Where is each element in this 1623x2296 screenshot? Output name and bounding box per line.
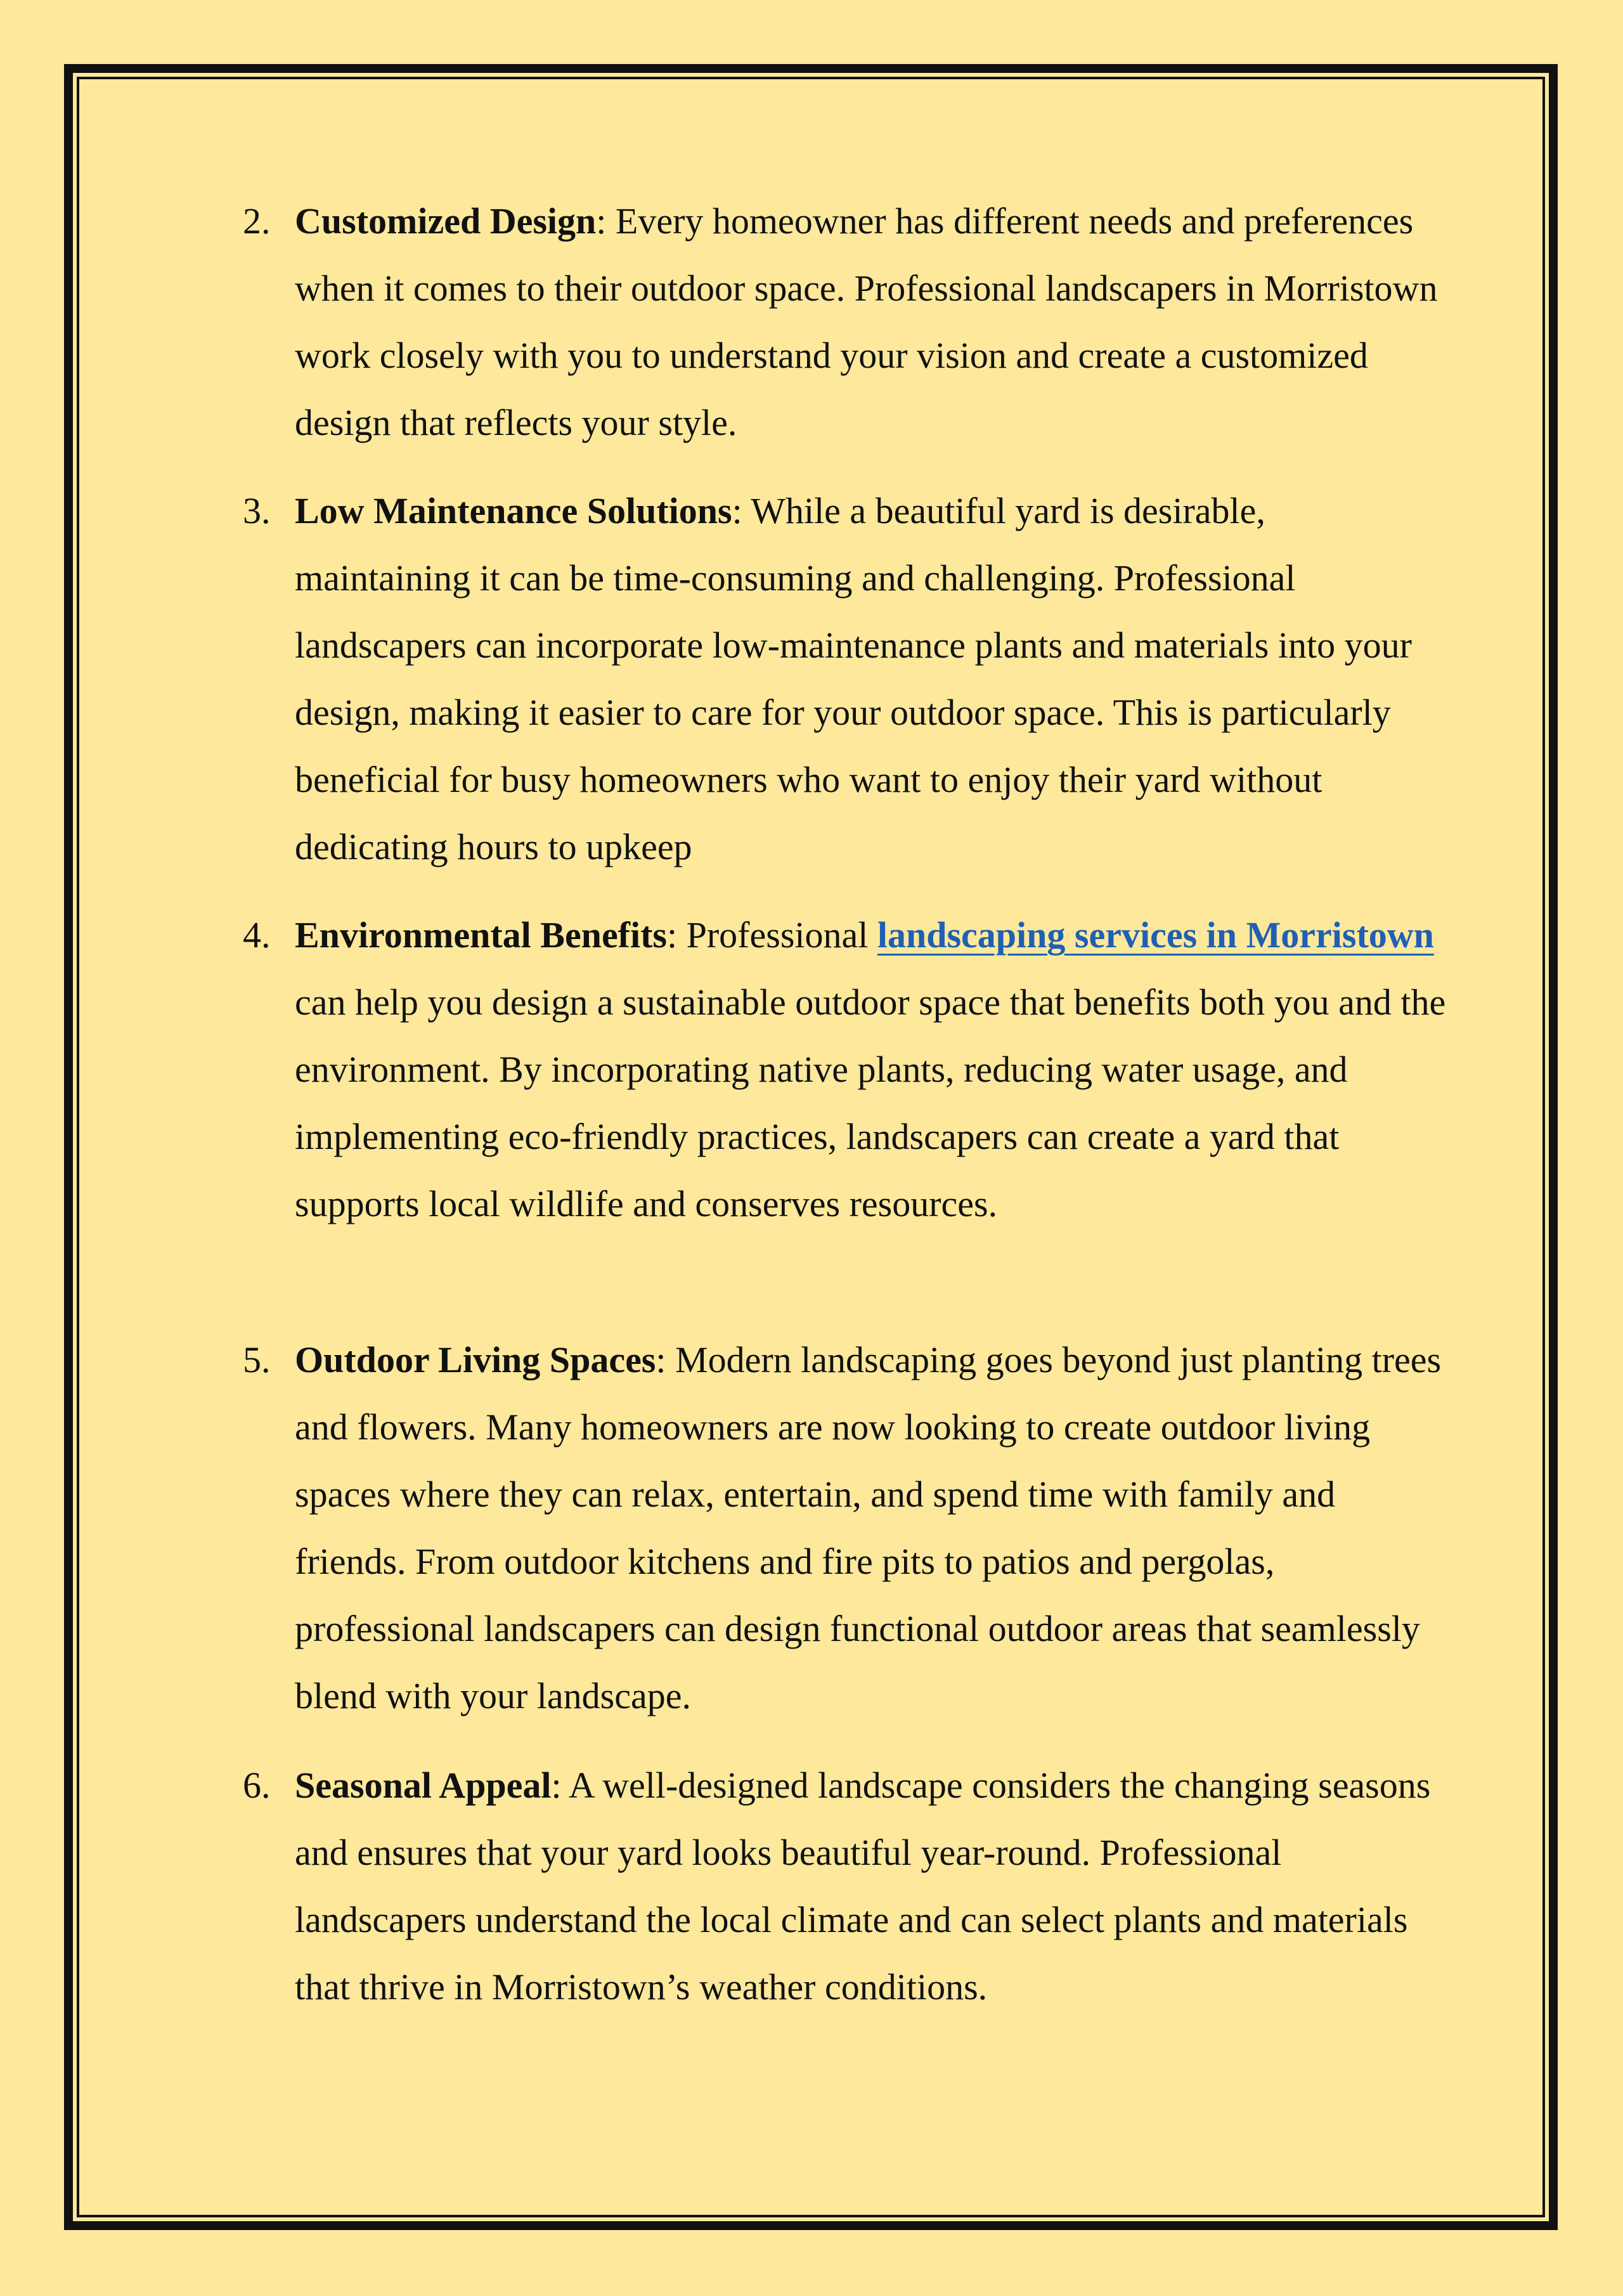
list-item-number: 4. [243,914,271,956]
list-item-environmental-benefits [243,902,1447,1238]
list-item-body: : While a beautiful yard is desirable, maintaining it can be time-consuming and challenging. Professional landscapers can incorporate low-maintenance plants and materials into your design, making it easier to care for your outdoor space. This is particularly beneficial for busy homeowners who want to enjoy their yard without dedicating hours to upkeep [295,490,1412,867]
list-item-title: Low Maintenance Solutions [295,490,732,531]
list-item-body-after-link: can help you design a sustainable outdoor space that benefits both you and the environment. By incorporating native plants, reducing water usage, and implementing eco-friendly practices, landscapers can create a yard that supports local wildlife and conserves resources. [295,982,1446,1224]
list-item-title: Environmental Benefits [295,914,667,956]
list-item-number: 6. [243,1765,271,1806]
list-item-seasonal-appeal [243,1752,1447,2021]
list-item-number: 5. [243,1339,271,1380]
list-item-customized-design [243,188,1447,457]
list-item-text [295,1326,1447,1730]
list-item-title: Customized Design [295,200,597,242]
list-item-body-before-link: : Professional [667,914,877,956]
list-item-text [295,902,1447,1238]
list-item-number: 2. [243,200,271,242]
list-item-number: 3. [243,490,271,531]
list-item-text [295,188,1447,457]
landscaping-services-link[interactable]: landscaping services in Morristown [877,914,1434,956]
list-item-body: : Every homeowner has different needs and preferences when it comes to their outdoor space. Professional landscapers in Morristown work closely with you to understand your vision and create a customized design that reflects your style. [295,200,1438,443]
list-item-outdoor-living [243,1326,1447,1730]
list-item-title: Outdoor Living Spaces [295,1339,656,1380]
list-item-body: : A well-designed landscape considers the changing seasons and ensures that your yard looks beautiful year-round. Professional landscapers understand the local climate and can select plants and materials that thrive in Morristown’s weather conditions. [295,1765,1431,2007]
list-item-text [295,1752,1447,2021]
list-item-low-maintenance [243,477,1447,881]
list-item-title: Seasonal Appeal [295,1765,552,1806]
list-item-text [295,477,1447,881]
list-item-body: : Modern landscaping goes beyond just planting trees and flowers. Many homeowners are now looking to create outdoor living spaces where they can relax, entertain, and spend time with family and friends. From outdoor kitchens and fire pits to patios and pergolas, professional landscapers can design functional outdoor areas that seamlessly blend with your landscape. [295,1339,1442,1716]
